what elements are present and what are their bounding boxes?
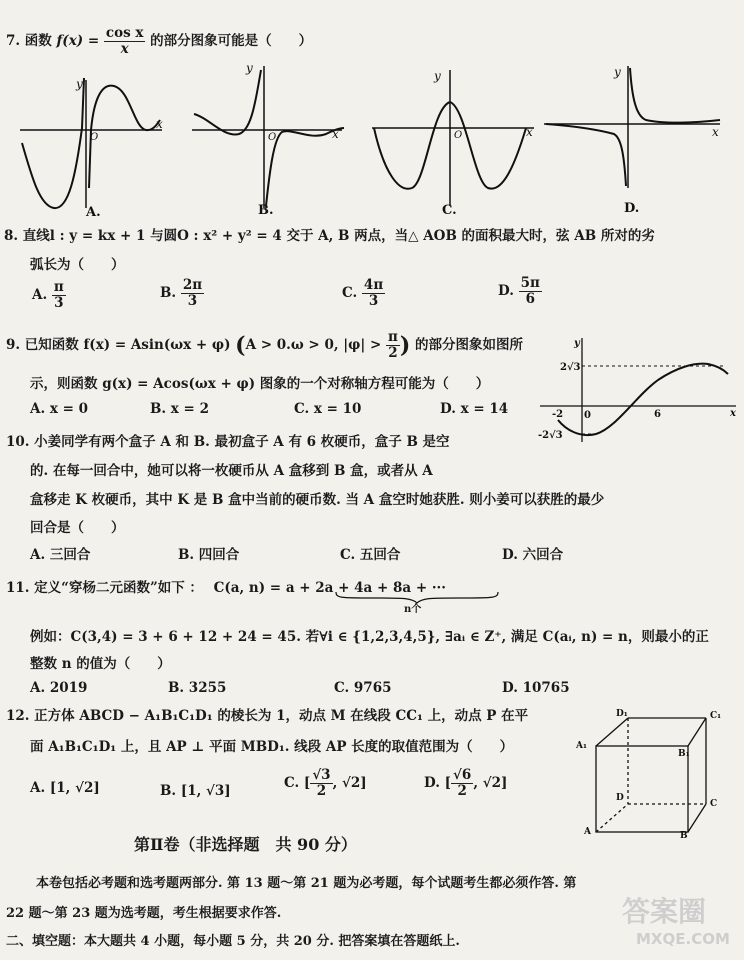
q9-line1-post: 的部分图象如图所 [415,336,523,353]
graph-a-label: A. [86,205,101,218]
graph-b-x-label: x [332,127,339,141]
graph-b-label: B. [258,203,274,218]
q12-option-d-den: 2 [457,782,467,799]
q10-line3: 盒移走 K 枚硬币，其中 K 是 B 盒中当前的硬币数. 当 A 盒空时她获胜. 则小姜可以获胜的最少 [30,492,605,508]
q8-option-d [498,276,542,307]
q12-option-b [160,783,231,799]
graph-d-y-label: y [614,65,621,79]
q8-option-c-den: 3 [368,292,379,309]
q9-line1: 9. 已知函数 f(x) = Asin(ωx + φ) (A > 0.ω > 0, |φ| > $\frac{\pi}{2}$ ) 的部分图象如图所 [6,329,523,361]
q9-y-bot: -2√3 [538,430,563,441]
q12-line1: 12. 正方体 ABCD − A₁B₁C₁D₁ 的棱长为 1，动点 M 在线段 CC₁ 上，动点 P 在平 [6,708,529,724]
section2-note1: 本卷包括必考题和选考题两部分. 第 13 题～第 21 题为必考题，每个试题考生都必须作答. 第 [36,876,577,891]
q11-line2: 例如：C(3,4) = 3 + 6 + 12 + 24 = 45. 若∀i ∈ {1,2,3,4,5}, ∃aᵢ ∈ Z⁺, 满足 C(aᵢ, n) = n，则最小的正 [30,629,709,645]
graph-d-label: D. [624,201,640,216]
q12-option-b-label: B. [160,783,177,799]
q9-option-a: A. x = 0 [30,401,89,417]
q12-option-c-label: C. [284,774,300,791]
cube-edge-bc [688,804,706,832]
graph-d-left-branch [546,124,626,186]
q8-line1: 8. 直线l : y = kx + 1 与圆O : x² + y² = 4 交于 A, B 两点，当△ AOB 的面积最大时，弦 AB 所对的劣 [4,228,655,244]
q12-option-c-post: , √2] [332,774,367,791]
q12-option-d-pre: [ [444,774,452,791]
q12-line2: 面 A₁B₁C₁D₁ 上，且 AP ⊥ 平面 MBD₁. 线段 AP 长度的取值范围为（ ） [30,739,514,755]
q8-option-d-num: 5π [520,275,540,291]
q12-option-d-label: D. [424,774,440,791]
cube-label-a1: A₁ [576,741,587,751]
q8-option-b-den: 3 [187,292,198,309]
q11-option-d: D. 10765 [502,680,570,696]
q11-option-b: B. 3255 [168,680,227,696]
q7-number: 7. [6,32,21,49]
q8-option-c-label: C. [342,284,358,301]
q8-option-d-label: D. [498,282,514,299]
graph-c-label: C. [442,203,457,218]
q8-option-d-den: 6 [525,290,535,307]
q9-curve [558,364,728,435]
q7-func: f(x) = [56,32,100,49]
q12-option-a-text: [1, √2] [49,780,100,796]
q9-option-b: B. x = 2 [150,401,209,417]
watermark-bottom: MXQE.COM [636,930,730,948]
q11-option-c: C. 9765 [334,680,392,696]
q11-brace-label: n个 [404,604,422,615]
q10-option-b: B. 四回合 [178,547,240,563]
cube-label-d1: D₁ [616,709,628,719]
graph-a-right-branch [89,86,160,188]
q8-option-c [342,278,385,309]
cube-label-b1: B₁ [678,749,690,759]
q10-line2: 的. 在每一回合中，她可以将一枚硬币从 A 盒移到 B 盒，或者从 A [30,463,433,479]
q11-formula: C(a, n) = a + 2a + 4a + 8a + ··· [213,580,446,596]
graph-b-y-label: y [246,61,253,75]
graph-a-left-branch [22,78,84,208]
graph-b-left-branch [194,70,261,135]
q12-option-c-den: 2 [316,782,327,799]
graph-a [20,78,162,208]
watermark-top: 答案圈 [622,895,707,928]
q7-stem-pre: 函数 [24,32,52,49]
q8-option-a-den: 3 [54,294,64,311]
q9-y-top: 2√3 [560,362,581,373]
q12-option-c-pre: [ [303,774,311,791]
q8-option-a [32,280,66,311]
q9-cond-den: 2 [388,344,398,361]
q12-option-d-post: , √2] [473,774,508,791]
graph-c-x-label: x [526,125,533,139]
q7-stem-post: 的部分图象可能是（ ） [150,32,313,49]
graph-a-x-label: x [156,117,163,131]
q12-option-c [284,768,367,799]
q8-line2: 弧长为（ ） [30,257,125,273]
q9-x-six: 6 [654,409,661,420]
q12-option-b-text: [1, √3] [180,783,231,799]
q9-origin: 0 [584,410,591,421]
cube-hidden-ad [596,804,628,832]
q11-line3: 整数 n 的值为（ ） [30,656,171,672]
q10-option-d: D. 六回合 [502,547,564,563]
q8-option-b-label: B. [160,284,177,301]
q8-option-c-num: 4π [363,277,384,293]
graph-a-y-label: y [76,77,83,91]
q11-option-a: A. 2019 [30,680,88,696]
q10-option-c: C. 五回合 [340,547,401,563]
q9-option-d: D. x = 14 [440,401,509,417]
graph-d-x-label: x [712,125,719,139]
q10-option-a: A. 三回合 [30,547,91,563]
q9-line2: 示，则函数 g(x) = Acos(ωx + φ) 图象的一个对称轴方程可能为（ ） [30,376,490,392]
q9-condition: A > 0.ω > 0, |φ| > [245,336,382,353]
q12-option-c-num: √3 [312,767,331,783]
graph-d [544,66,720,188]
fill-section-title: 二、填空题：本大题共 4 小题，每小题 5 分，共 20 分. 把答案填在答题纸上. [6,934,460,949]
q12-option-d-num: √6 [453,767,472,783]
q12-option-a [30,780,100,796]
q8-option-b-num: 2π [182,277,203,293]
q7-frac-den: x [120,40,129,57]
q8-option-a-num: π [53,279,64,295]
section2-title: 第Ⅱ卷（非选择题 共 90 分） [134,835,357,854]
cube-edge-b1c1 [688,718,706,746]
graph-a-origin: O [90,132,99,143]
q10-line1: 10. 小姜同学有两个盒子 A 和 B. 最初盒子 A 有 6 枚硬币，盒子 B 是空 [6,434,450,450]
graph-c [372,70,534,206]
q8-option-b [160,278,204,309]
q9-y-label: y [574,338,580,349]
q8-option-a-label: A. [32,286,48,303]
q12-cube [574,706,742,838]
q9-cond-num: π [387,329,398,345]
q7-frac-num: cos x [105,25,144,41]
q9-option-c: C. x = 10 [294,401,362,417]
cube-label-d: D [616,793,624,803]
q11-line1-pre: 11. 定义“穿杨二元函数”如下 ： [6,580,203,596]
graph-d-right-branch [630,68,720,123]
q12-option-d [424,768,507,799]
cube-edge-a1d1 [596,718,628,746]
cube-label-a: A [584,827,591,837]
graph-c-y-label: y [434,69,441,83]
q9-x-left: -2 [552,409,564,420]
q9-graph [536,334,742,446]
section2-note2: 22 题～第 23 题为选考题，考生根据要求作答. [6,906,282,921]
q7-stem [6,26,312,57]
cube-label-c: C [710,799,718,809]
q9-line1-pre: 9. 已知函数 f(x) = Asin(ωx + φ) [6,336,231,353]
cube-label-c1: C₁ [710,711,722,721]
graph-b-origin: O [268,132,277,143]
cube-label-b: B [680,831,688,838]
q9-x-label: x [730,408,736,419]
q10-line4: 回合是（ ） [30,520,125,536]
q7-graphs [14,58,734,218]
q12-option-a-label: A. [30,780,46,796]
graph-c-origin: O [454,130,463,141]
q7-fraction [104,26,146,57]
